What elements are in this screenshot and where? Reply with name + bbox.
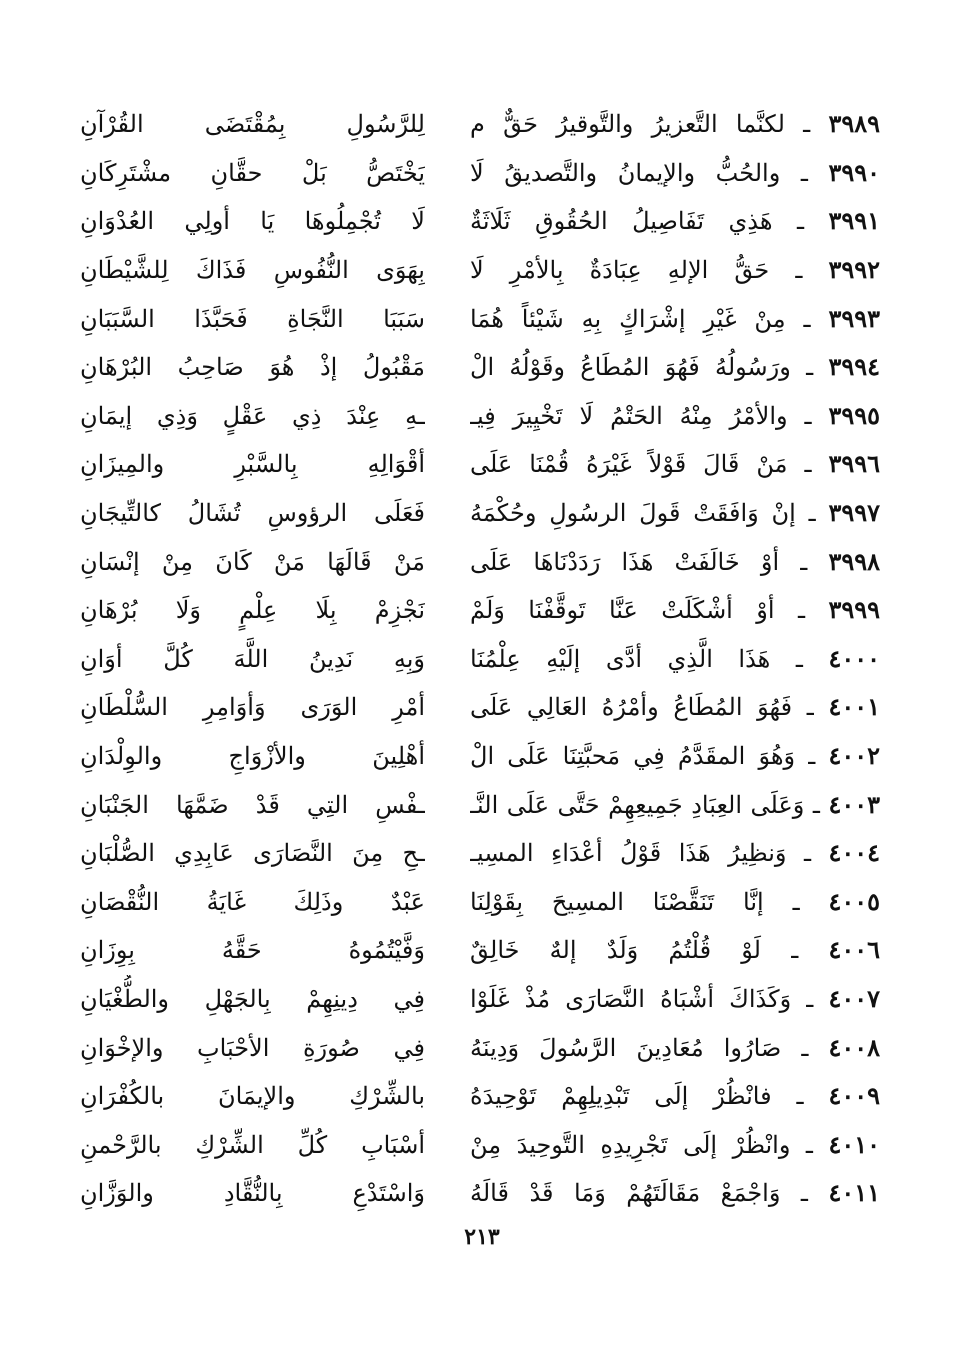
verse-separator: ـ — [761, 936, 829, 965]
verse-first-text: لكنَّما التَّعزيرُ والتَّوقيرُ حَقٌّ م — [470, 110, 785, 139]
verse-separator: ـ — [792, 693, 829, 722]
verse-second-hemistich: سَبَبَا النَّجَاةِ فَحَبَّذَا السَّبَبَانِ — [80, 304, 425, 333]
verse-second-hemistich: أهْلِينَ والأزْوَاجِ والوِلْدَانِ — [80, 742, 425, 771]
verse-line — [80, 780, 880, 829]
verse-first-text: وَنظِيرُ هَذَا قَوْلُ أعْدَاءِ المسِيـ — [470, 839, 787, 868]
verse-separator: ـ — [770, 644, 829, 673]
verse-separator: ـ — [791, 984, 829, 1013]
verse-first-hemistich — [470, 926, 880, 974]
verse-first-text: هَذَا الَّذِي أدَّى إلَيْهِ عِلْمُنَا — [470, 644, 771, 673]
verse-line — [80, 1072, 880, 1121]
verse-number: ٤٠٠٥ — [828, 886, 880, 916]
verse-second-hemistich: فِي دِينِهِمْ بِالجَهْلِ والطُّغْيَانِ — [80, 984, 425, 1013]
verse-number: ٤٠٠٠ — [828, 643, 880, 673]
verse-number: ٣٩٩١ — [828, 206, 880, 236]
verse-first-text: هَذِي تَفَاصِيلُ الحُقُوقِ ثَلَاثَةٌ — [470, 207, 773, 236]
verse-number: ٣٩٩٤ — [828, 352, 880, 382]
verse-separator: ـ — [786, 839, 829, 868]
poem-verses — [80, 100, 880, 1218]
verse-first-hemistich — [470, 878, 880, 926]
verse-second-hemistich: ـهِ عِنْدَ ذِي عَقْلٍ وَذِي إيمَانِ — [80, 401, 425, 430]
verse-number: ٣٩٩٠ — [828, 157, 880, 187]
verse-first-text: والحُبُّ والإيمانُ والتَّصديقُ لَا — [470, 158, 781, 187]
verse-first-hemistich — [470, 1072, 880, 1120]
verse-line — [80, 1023, 880, 1072]
verse-first-hemistich — [470, 1169, 880, 1217]
verse-line — [80, 197, 880, 246]
verse-second-hemistich: نَجْزِمْ بِلَا عِلْمٍ وَلَا بُرْهَانِ — [80, 596, 425, 625]
verse-first-text: مَنْ قَالَ قَوْلاً غَيْرَهُ قُمْنَا عَلَى — [470, 450, 788, 479]
verse-second-hemistich: فِي صُورَةِ الأحْبَابِ والإخْوَانِ — [80, 1033, 425, 1062]
verse-separator: ـ — [780, 158, 829, 187]
verse-number: ٣٩٩٥ — [828, 400, 880, 430]
verse-number: ٤٠٠٢ — [828, 741, 880, 771]
verse-separator: ـ — [781, 1033, 829, 1062]
verse-first-text: والأمْرُ مِنْهُ الحَتْمُ لَا تَخْيِيرَ فِيـ — [470, 401, 788, 430]
verse-number: ٤٠٠٧ — [828, 983, 880, 1013]
verse-separator: ـ — [774, 596, 829, 625]
verse-second-hemistich: وَاسْتَدْعِ بِالنُّقَّادِ والوَزَّانِ — [80, 1179, 425, 1208]
verse-first-text: إنَّا تَنَقَّصْنَا المسِيحَ بِقَوْلِنَا — [470, 887, 764, 916]
verse-first-hemistich — [470, 732, 880, 780]
verse-number: ٤٠٠١ — [828, 692, 880, 722]
verse-number: ٤٠١١ — [828, 1178, 880, 1208]
verse-separator: ـ — [804, 790, 829, 819]
verse-second-hemistich: عَبْدٌ وذَلِكَ غَايَةُ النُّقْصَانِ — [80, 887, 425, 916]
verse-separator: ـ — [771, 1082, 829, 1111]
verse-separator: ـ — [787, 450, 829, 479]
verse-first-text: مِنْ غَيْرِ إشْرَاكٍ بِهِ شَيْئاً هُمَا — [470, 304, 786, 333]
verse-line — [80, 586, 880, 635]
verse-number: ٣٩٩٦ — [828, 449, 880, 479]
verse-number: ٤٠٠٩ — [828, 1081, 880, 1111]
verse-second-hemistich: بالشِّرْكِ والإيمَانَ بالكُفْرَانِ — [80, 1082, 425, 1111]
verse-number: ٣٩٨٩ — [828, 109, 880, 139]
verse-first-hemistich — [470, 440, 880, 488]
verse-line — [80, 683, 880, 732]
verse-line — [80, 343, 880, 392]
verse-line — [80, 294, 880, 343]
verse-first-hemistich — [470, 975, 880, 1023]
verse-separator: ـ — [785, 304, 829, 333]
verse-number: ٣٩٩٢ — [828, 255, 880, 285]
verse-separator: ـ — [769, 256, 829, 285]
verse-first-text: وَكَذَاكَ أشْبَاهُ النَّصَارَى مُذْ غَلَوْا — [470, 984, 792, 1013]
verse-first-hemistich — [470, 1024, 880, 1072]
verse-first-hemistich — [470, 149, 880, 197]
verse-first-hemistich — [470, 683, 880, 731]
verse-second-hemistich: ـحِ مِنَ النَّصَارَى عَابِدِي الصُّلْبَانِ — [80, 839, 425, 868]
verse-separator: ـ — [787, 401, 829, 430]
verse-line — [80, 440, 880, 489]
verse-line — [80, 635, 880, 684]
verse-first-hemistich — [470, 246, 880, 294]
verse-separator: ـ — [784, 110, 829, 139]
verse-separator: ـ — [763, 887, 829, 916]
verse-first-hemistich — [470, 586, 880, 634]
verse-line — [80, 1169, 880, 1218]
verse-first-text: صَارُوا مُعَادِينَ الرَّسُولَ وَدِينَهُ — [470, 1033, 782, 1062]
verse-separator: ـ — [790, 353, 829, 382]
verse-second-hemistich: ـفْسِ التِي قَدْ ضَمَّهَا الجَنْبَانِ — [80, 790, 425, 819]
verse-first-hemistich — [470, 781, 880, 829]
verse-separator: ـ — [795, 499, 829, 528]
verse-line — [80, 926, 880, 975]
verse-line — [80, 878, 880, 927]
verse-line — [80, 975, 880, 1024]
verse-separator: ـ — [779, 547, 829, 576]
verse-first-hemistich — [470, 1121, 880, 1169]
verse-number: ٤٠٠٨ — [828, 1032, 880, 1062]
verse-second-hemistich: لِلرَّسُولِ بِمُقْتَضَى القُرْآنِ — [80, 110, 425, 139]
verse-line — [80, 537, 880, 586]
verse-first-hemistich — [470, 489, 880, 537]
verse-first-hemistich — [470, 635, 880, 683]
verse-first-text: أوْ أشْكَلَتْ عَنَّا تَوقَّفْنَا وَلَمْ — [470, 596, 775, 625]
verse-number: ٣٩٩٧ — [828, 498, 880, 528]
page-number: ٢١٣ — [464, 1224, 500, 1250]
verse-first-text: ورَسُولُهُ فَهُوَ المُطَاعُ وقَوْلُهُ الْ — [470, 353, 791, 382]
verse-number: ٤٠٠٦ — [828, 935, 880, 965]
verse-line — [80, 392, 880, 441]
verse-second-hemistich: أمْرِ الوَرَى وَأوَامِرِ السُّلْطَانِ — [80, 693, 425, 722]
verse-line — [80, 100, 880, 149]
verse-second-hemistich: وَفَّيْتُمُوهُ حَقَّهُ بِوِزَانِ — [80, 936, 425, 965]
verse-first-hemistich — [470, 538, 880, 586]
verse-number: ٤٠٠٤ — [828, 838, 880, 868]
verse-number: ٤٠٠٣ — [828, 789, 880, 819]
verse-first-hemistich — [470, 392, 880, 440]
verse-separator: ـ — [772, 207, 829, 236]
verse-number: ٤٠١٠ — [828, 1129, 880, 1159]
verse-first-text: فانْظُرْ إلَى تَبْدِيلِهِمْ تَوْحِيدَهُ — [470, 1082, 772, 1111]
verse-number: ٣٩٩٣ — [828, 303, 880, 333]
verse-first-text: أوْ خَالَفَتْ هَذَا رَدَدْنَاهَا عَلَى — [470, 547, 780, 576]
verse-line — [80, 1120, 880, 1169]
verse-line — [80, 489, 880, 538]
verse-line — [80, 246, 880, 295]
verse-first-text: إنْ وَافَقَتْ قَولَ الرسُولِ وحُكْمَهُ — [470, 499, 796, 528]
verse-second-hemistich: وَبِهِ نَدِينُ اللَّهَ كُلَّ أوَانِ — [80, 644, 425, 673]
verse-first-text: وانْظُرْ إلَى تَجْرِيدِهِ التَّوحِيدَ مِنْ — [470, 1130, 791, 1159]
verse-first-text: فَهُوَ المُطَاعُ وأمْرُهُ العَالِي عَلَى — [470, 693, 793, 722]
verse-second-hemistich: فَعَلَى الرؤوسِ تُشَالُ كالتِّيجَانِ — [80, 499, 425, 528]
verse-first-hemistich — [470, 343, 880, 391]
verse-first-text: حَقُّ الإلهِ عِبَادَةٌ بِالأمْرِ لَا — [470, 256, 770, 285]
verse-first-text: وَاجْمَعْ مَقَالَتَهُمْ وَمَا قَدْ قَالَهُ — [470, 1179, 781, 1208]
verse-line — [80, 829, 880, 878]
verse-number: ٣٩٩٩ — [828, 595, 880, 625]
verse-first-text: وَعَلَى العِبَادِ جَمِيعِهِمْ حَتَّى عَلَى النَّـ — [470, 790, 805, 819]
verse-first-hemistich — [470, 295, 880, 343]
verse-second-hemistich: بِهَوَى النُّفُوسِ فَذَاكَ لِلشَّيْطَانِ — [80, 256, 425, 285]
verse-line — [80, 149, 880, 198]
verse-first-text: وَهُوَ المقَدَّمُ فِي مَحبَّتِنَا عَلَى الْ — [470, 742, 796, 771]
verse-second-hemistich: مَنْ قَالَهَا مَنْ كَانَ مِنْ إنْسَانِ — [80, 547, 425, 576]
verse-second-hemistich: مَقْبُولُ إذْ هُوَ صَاحِبُ البُرْهَانِ — [80, 353, 425, 382]
verse-separator: ـ — [780, 1179, 829, 1208]
verse-number: ٣٩٩٨ — [828, 546, 880, 576]
verse-first-text: لَوْ قُلْتُمُ وَلَدٌ إلهٌ خَالِقٌ — [470, 936, 761, 965]
verse-second-hemistich: يَخْتَصُّ بَلْ حقَّانِ مشْتَرِكَانِ — [80, 158, 425, 187]
verse-separator: ـ — [790, 1130, 829, 1159]
verse-second-hemistich: لَا تُجْمِلُوهَا يَا أولِي العُدْوَانِ — [80, 207, 425, 236]
verse-separator: ـ — [795, 742, 829, 771]
verse-first-hemistich — [470, 100, 880, 148]
verse-second-hemistich: أقْوَالِهِ بِالسَّبْرِ والمِيزَانِ — [80, 450, 425, 479]
verse-first-hemistich — [470, 197, 880, 245]
verse-line — [80, 732, 880, 781]
verse-second-hemistich: أسْبَابِ كُلِّ الشِّرْكِ بالرَّحْمنِ — [80, 1130, 425, 1159]
verse-first-hemistich — [470, 829, 880, 877]
